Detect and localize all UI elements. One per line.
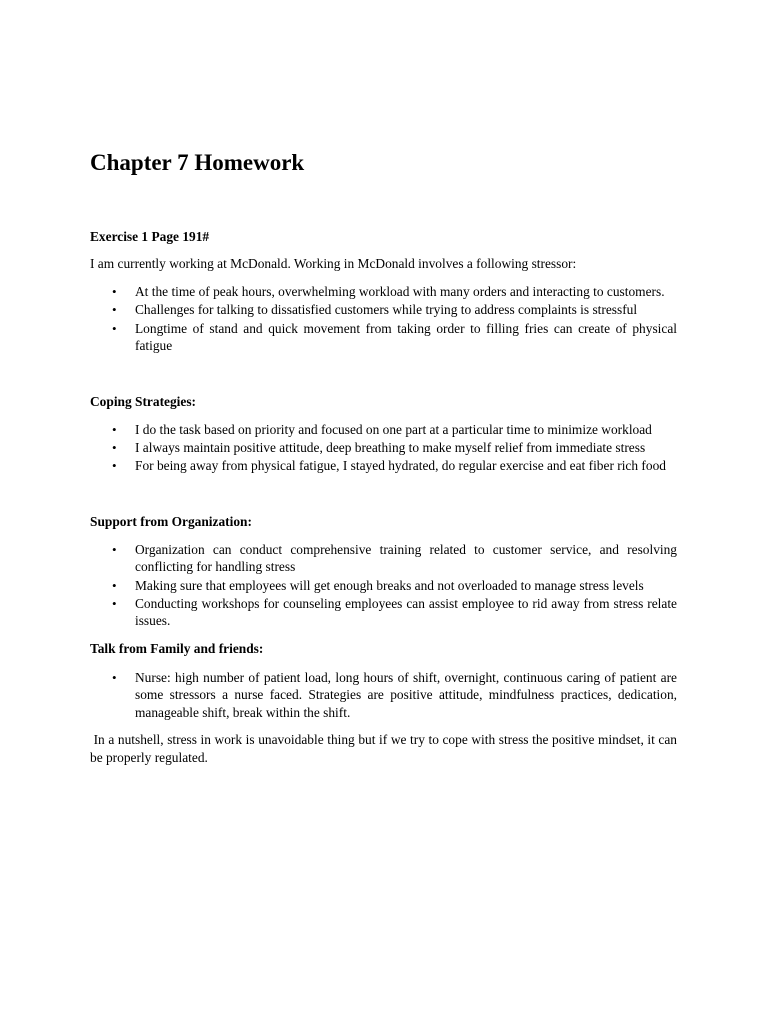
bullet-icon: • <box>112 320 117 336</box>
list-item: • Conducting workshops for counseling employees can assist employee to rid away from stress relate issues. <box>112 596 677 629</box>
list-item: • Challenges for talking to dissatisfied customers while trying to address complaints is stressful <box>112 302 638 318</box>
list-item: • I always maintain positive attitude, deep breathing to make myself relief from immediate stress <box>112 440 646 456</box>
stressor-list <box>90 283 677 355</box>
support-heading: Support from Organization: <box>90 513 252 529</box>
conclusion-paragraph: In a nutshell, stress in work is unavoidable thing but if we try to cope with stress the positive mindset, it can be properly regulated. <box>90 732 681 766</box>
family-list <box>90 669 677 721</box>
list-item: • Longtime of stand and quick movement from taking order to filling fries can create of physical fatigue <box>112 320 677 354</box>
list-item: • Nurse: high number of patient load, long hours of shift, overnight, continuous caring of patient are some stressors a nurse faced. Strategies are positive attitude, mindfulness practices, dedication, manageable shift, break within the shift. <box>112 669 677 720</box>
bullet-icon: • <box>112 458 117 474</box>
bullet-icon: • <box>112 669 117 685</box>
list-item: • Organization can conduct comprehensive training related to customer service, and resolving conflicting for handling stress <box>112 541 677 575</box>
family-heading: Talk from Family and friends: <box>90 640 264 656</box>
list-item: • At the time of peak hours, overwhelming workload with many orders and interacting to customers. <box>112 284 665 299</box>
bullet-icon: • <box>112 541 117 557</box>
bullet-icon: • <box>112 302 117 318</box>
support-list <box>90 541 677 630</box>
coping-heading: Coping Strategies: <box>90 393 197 409</box>
bullet-icon: • <box>112 440 117 456</box>
bullet-icon: • <box>112 596 117 612</box>
exercise-intro: I am currently working at McDonald. Working in McDonald involves a following stressor: <box>90 256 577 271</box>
exercise-heading: Exercise 1 Page 191# <box>90 229 210 244</box>
page-title: Chapter 7 Homework <box>90 150 305 175</box>
bullet-icon: • <box>112 284 117 299</box>
list-item: • Making sure that employees will get enough breaks and not overloaded to manage stress levels <box>112 577 644 593</box>
bullet-icon: • <box>112 577 117 593</box>
list-item: • For being away from physical fatigue, I stayed hydrated, do regular exercise and eat fiber rich food <box>112 458 666 474</box>
list-item: • I do the task based on priority and focused on one part at a particular time to minimize workload <box>112 421 652 437</box>
document-body <box>90 148 681 767</box>
bullet-icon: • <box>112 421 117 437</box>
coping-list <box>90 421 677 475</box>
